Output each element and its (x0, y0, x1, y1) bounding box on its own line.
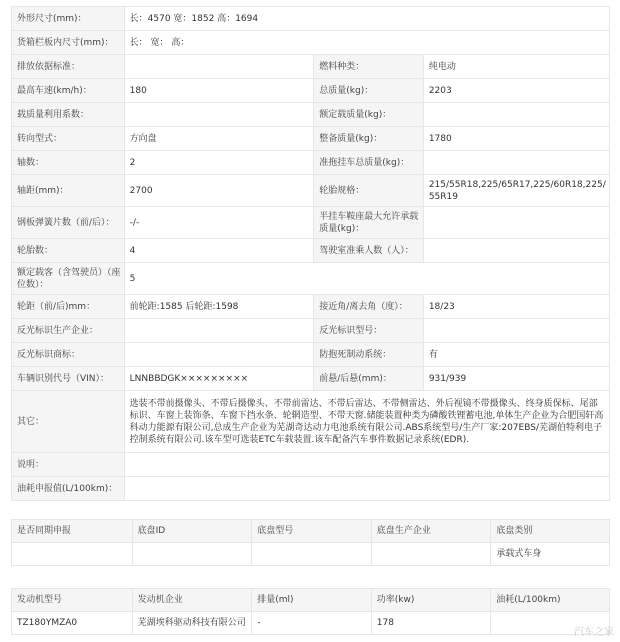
spec-row (12, 452, 609, 476)
spec-value (423, 238, 609, 262)
spec-label: 车辆识别代号（VIN）： (12, 366, 124, 390)
chassis-cell (371, 542, 491, 565)
spec-row (12, 150, 609, 174)
spec-value (423, 318, 609, 342)
spec-label: 钢板弹簧片数（前/后）： (12, 206, 124, 238)
spec-row (12, 294, 609, 318)
spec-row (12, 262, 609, 294)
engine-cell: 178 (371, 611, 491, 634)
spec-label: 燃料种类： (313, 54, 423, 78)
spec-label: 转向型式： (12, 126, 124, 150)
spec-value: 2700 (124, 174, 314, 206)
spec-value (124, 476, 609, 500)
spec-label: 总质量(kg)： (313, 78, 423, 102)
spec-row (12, 238, 609, 262)
spec-label: 轮胎数： (12, 238, 124, 262)
chassis-table (11, 519, 610, 566)
spec-label: 反光标识型号： (313, 318, 423, 342)
engine-table (11, 588, 610, 635)
spec-label: 前悬/后悬(mm)： (313, 366, 423, 390)
spec-label: 轴数： (12, 150, 124, 174)
spec-label: 驾驶室准乘人数（人）： (313, 238, 423, 262)
spec-row (12, 78, 609, 102)
spec-value (423, 150, 609, 174)
spec-value: LNNBBDGK××××××××× (124, 366, 314, 390)
chassis-cell (251, 542, 371, 565)
engine-value-row (12, 611, 609, 634)
spec-label: 轮胎规格： (313, 174, 423, 206)
spec-label: 货箱栏板内尺寸(mm)： (12, 30, 124, 54)
engine-cell: 芜湖埃科驱动科技有限公司 (132, 611, 251, 634)
spec-row (12, 206, 609, 238)
spec-label: 外形尺寸(mm)： (12, 6, 124, 30)
spec-value: 长： 宽： 高： (124, 30, 609, 54)
spec-value: 有 (423, 342, 609, 366)
chassis-cell: 承载式车身 (490, 542, 609, 565)
spec-row (12, 318, 609, 342)
spec-label: 半挂车鞍座最大允许承载质量(kg)： (313, 206, 423, 238)
spec-value: 2 (124, 150, 314, 174)
chassis-header: 底盘类别 (490, 520, 609, 542)
spec-value: 纯电动 (423, 54, 609, 78)
spec-value: 2203 (423, 78, 609, 102)
engine-header: 油耗(L/100km) (490, 589, 609, 611)
spec-value: -/- (124, 206, 314, 238)
spec-label: 轴距(mm)： (12, 174, 124, 206)
spec-row (12, 476, 609, 500)
spec-label: 轮距（前/后)mm： (12, 294, 124, 318)
spec-row (12, 390, 609, 452)
spec-row (12, 174, 609, 206)
spec-label: 说明： (12, 452, 124, 476)
spec-row (12, 366, 609, 390)
spec-table (11, 6, 610, 501)
spec-row (12, 54, 609, 78)
spec-value: 1780 (423, 126, 609, 150)
spec-value: 5 (124, 262, 609, 294)
spec-value: 方向盘 (124, 126, 314, 150)
spec-label: 最高车速(km/h)： (12, 78, 124, 102)
spec-label: 载质量利用系数： (12, 102, 124, 126)
chassis-cell (132, 542, 252, 565)
chassis-header: 底盘生产企业 (371, 520, 491, 542)
spec-label: 反光标识生产企业： (12, 318, 124, 342)
spec-value (124, 318, 314, 342)
watermark: 汽车之家 (574, 627, 614, 638)
chassis-header: 底盘ID (132, 520, 252, 542)
spec-label: 其它： (12, 390, 124, 452)
spec-value: 长：4570 宽：1852 高：1694 (124, 6, 609, 30)
spec-value: 180 (124, 78, 314, 102)
chassis-header-row (12, 520, 609, 542)
spec-row (12, 30, 609, 54)
spec-label: 排放依据标准： (12, 54, 124, 78)
spec-row (12, 6, 609, 30)
engine-header: 功率(kw) (371, 589, 491, 611)
spec-label: 准拖挂车总质量(kg)： (313, 150, 423, 174)
spec-row (12, 126, 609, 150)
chassis-header: 是否同期申报 (12, 520, 132, 542)
engine-cell: TZ180YMZA0 (12, 611, 132, 634)
spec-value (124, 102, 314, 126)
spec-label: 额定载客（含驾驶员）（座位数）： (12, 262, 124, 294)
engine-header-row (12, 589, 609, 611)
engine-header: 排量(ml) (251, 589, 371, 611)
spec-value (124, 54, 314, 78)
engine-header: 发动机型号 (12, 589, 132, 611)
spec-value: 选装不带前摄像头、不带后摄像头、不带前雷达、不带后雷达、不带侧雷达、外后视镜不带摄像头、终身质保标、尾部标识、车窗上装饰条、车窗下挡水条、轮辋造型、不带天窗.储能装置种类为磷酸铁锂蓄电池,单体生产企业为合肥国轩高科动力能源有限公司,总成生产企业为芜湖奇达动力电池系统有限公司.ABS系统型号/生产厂家:207EBS/芜湖伯特利电子控制系统有限公司.该车型可选装ETC车载装置.该车配备汽车事件数据记录系统(EDR). (124, 390, 609, 452)
chassis-value-row (12, 542, 609, 565)
spec-label: 接近角/离去角（度）： (313, 294, 423, 318)
spec-value (124, 342, 314, 366)
chassis-cell (12, 542, 132, 565)
engine-header: 发动机企业 (132, 589, 251, 611)
chassis-header: 底盘型号 (251, 520, 371, 542)
spec-value: 18/23 (423, 294, 609, 318)
spec-row (12, 102, 609, 126)
spec-row (12, 342, 609, 366)
spec-value: 215/55R18,225/65R17,225/60R18,225/55R19 (423, 174, 609, 206)
spec-value (423, 102, 609, 126)
spec-label: 防抱死制动系统： (313, 342, 423, 366)
spec-value: 931/939 (423, 366, 609, 390)
engine-cell: - (251, 611, 371, 634)
spec-value (124, 452, 609, 476)
spec-value: 前轮距:1585 后轮距:1598 (124, 294, 314, 318)
spec-value (423, 206, 609, 238)
spec-label: 油耗申报值(L/100km)： (12, 476, 124, 500)
spec-label: 整备质量(kg)： (313, 126, 423, 150)
spec-value: 4 (124, 238, 314, 262)
spec-label: 反光标识商标： (12, 342, 124, 366)
spec-label: 额定载质量(kg)： (313, 102, 423, 126)
